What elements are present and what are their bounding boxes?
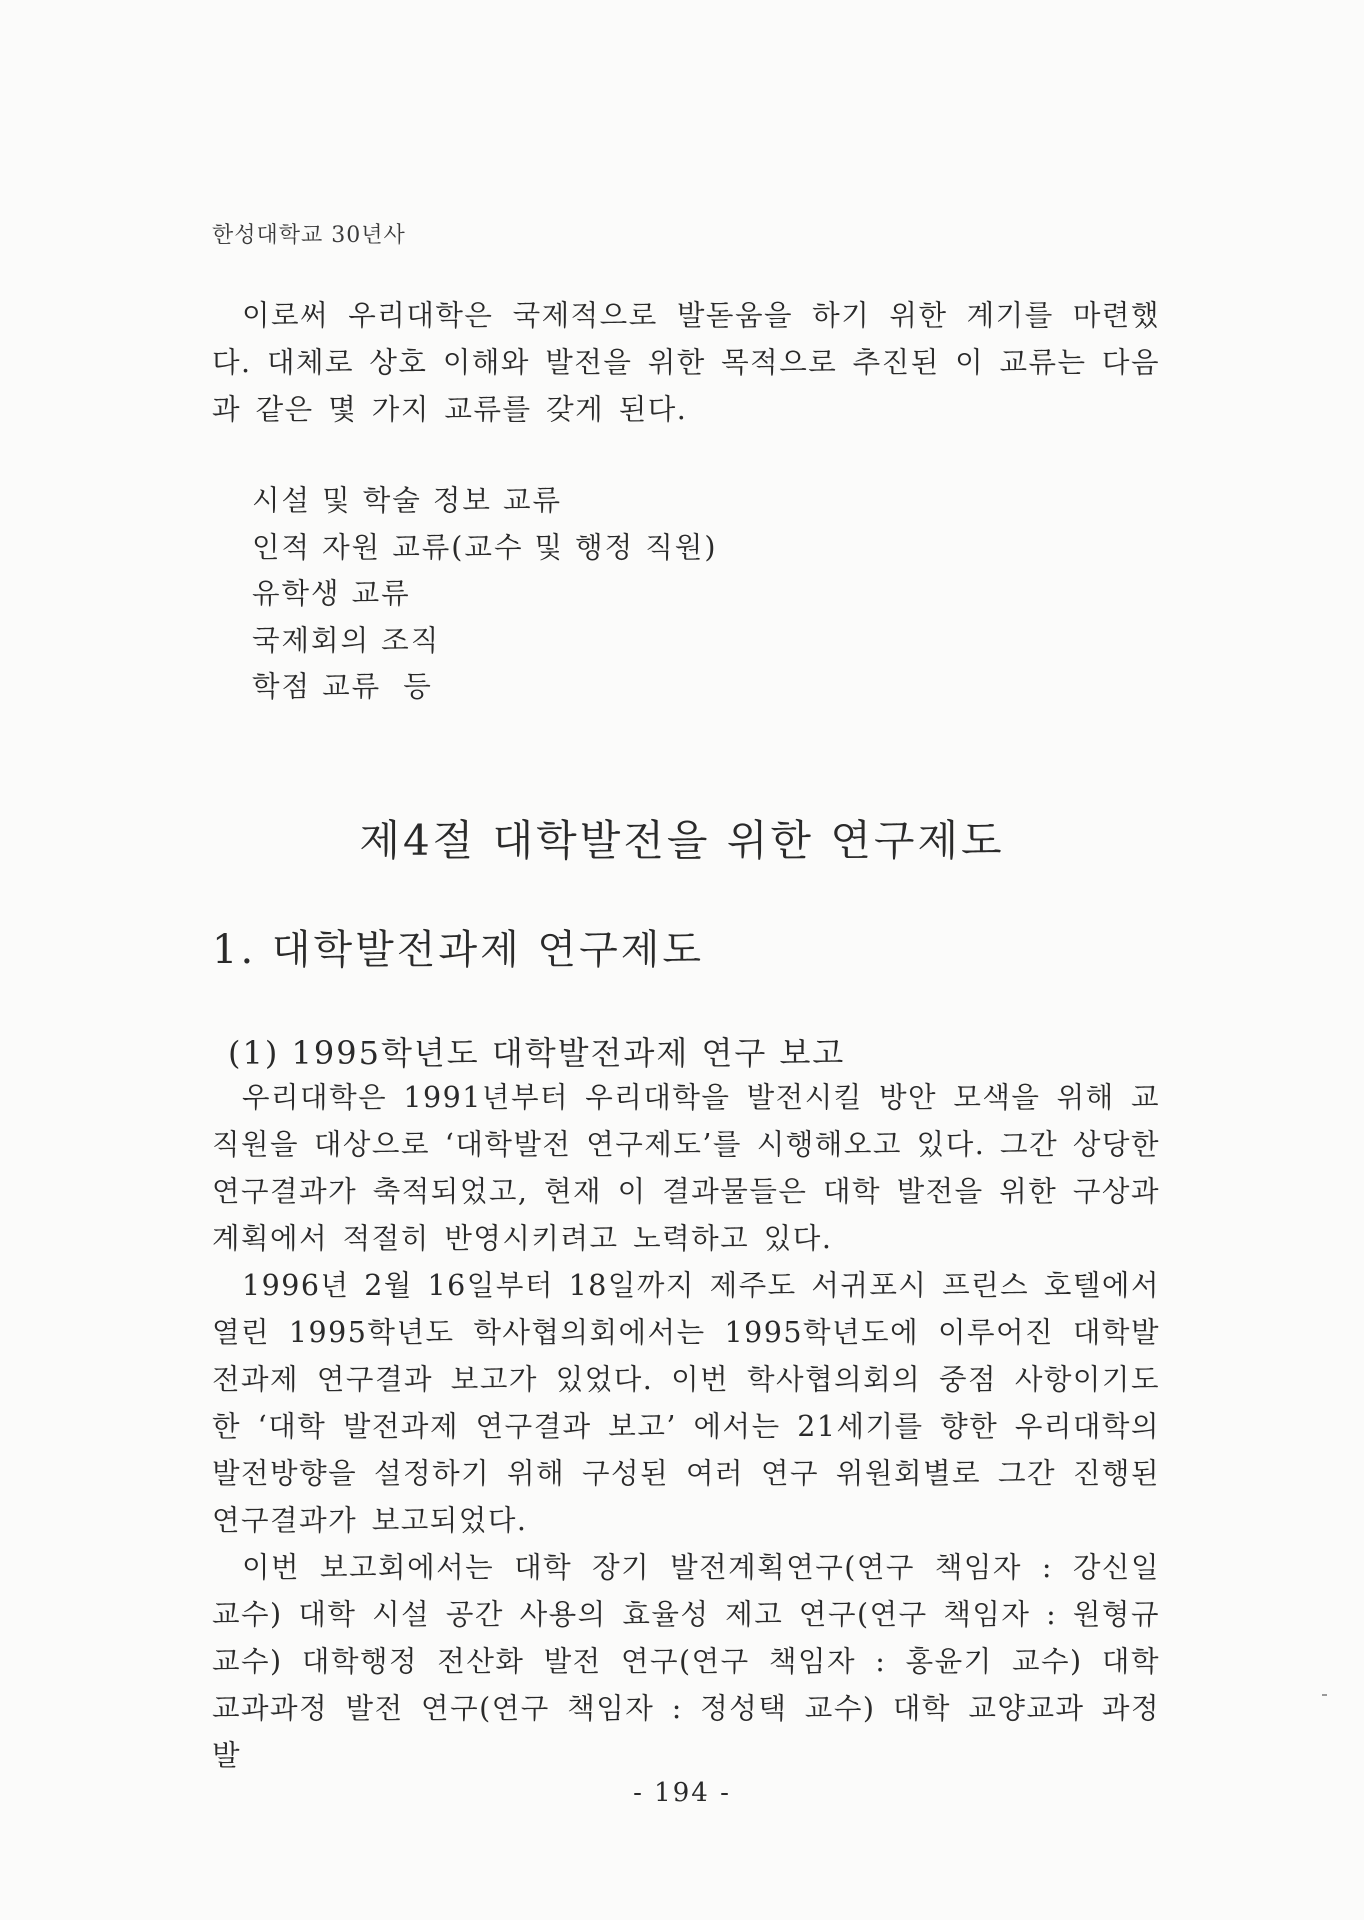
running-header: 한성대학교 30년사: [212, 223, 406, 248]
scan-mark: [1322, 1694, 1327, 1696]
chapter-title: 1. 대학발전과제 연구제도: [212, 927, 704, 973]
list-item: 학점 교류 등: [252, 670, 433, 703]
intro-paragraph: 이로써 우리대학은 국제적으로 발돋움을 하기 위한 계기를 마련했다. 대체로 상호 이해와 발전을 위한 목적으로 추진된 이 교류는 다음과 같은 몇 가지 교류를 갖게 된다.: [212, 299, 1160, 426]
body-paragraph: 이번 보고회에서는 대학 장기 발전계획연구(연구 책임자 : 강신일 교수) 대학 시설 공간 사용의 효율성 제고 연구(연구 책임자 : 원형규 교수) 대학행정 전산화 발전 연구(연구 책임자 : 홍윤기 교수) 대학 교과과정 발전 연구(연구 책임자 : 정성택 교수) 대학 교양교과 과정 발: [212, 1551, 1160, 1772]
body-paragraph: 1996년 2월 16일부터 18일까지 제주도 서귀포시 프린스 호텔에서 열린 1995학년도 학사협의회에서는 1995학년도에 이루어진 대학발전과제 연구결과 보고가 있었다. 이번 학사협의회의 중점 사항이기도 한 ‘대학 발전과제 연구결과 보고’ 에서는 21세기를 향한 우리대학의 발전방향을 설정하기 위해 구성된 여러 연구 위원회별로 그간 진행된 연구결과가 보고되었다.: [212, 1269, 1160, 1537]
list-item: 유학생 교류: [252, 577, 411, 610]
list-item: 시설 및 학술 정보 교류: [252, 484, 563, 517]
subsection-title: (1) 1995학년도 대학발전과제 연구 보고: [228, 1034, 846, 1072]
list-item: 인적 자원 교류(교수 및 행정 직원): [252, 530, 718, 564]
exchange-list: [252, 478, 717, 711]
list-item: 국제회의 조직: [252, 623, 441, 657]
body-block: [212, 1074, 1160, 1779]
page-number: - 194 -: [633, 1778, 731, 1808]
intro-block: [212, 292, 1160, 433]
body-paragraph: 우리대학은 1991년부터 우리대학을 발전시킬 방안 모색을 위해 교직원을 대상으로 ‘대학발전 연구제도’를 시행해오고 있다. 그간 상당한 연구결과가 축적되었고, 현재 이 결과물들은 대학 발전을 위한 구상과 계획에서 적절히 반영시키려고 노력하고 있다.: [212, 1081, 1160, 1255]
section-title: 제4절 대학발전을 위한 연구제도: [359, 816, 1005, 865]
